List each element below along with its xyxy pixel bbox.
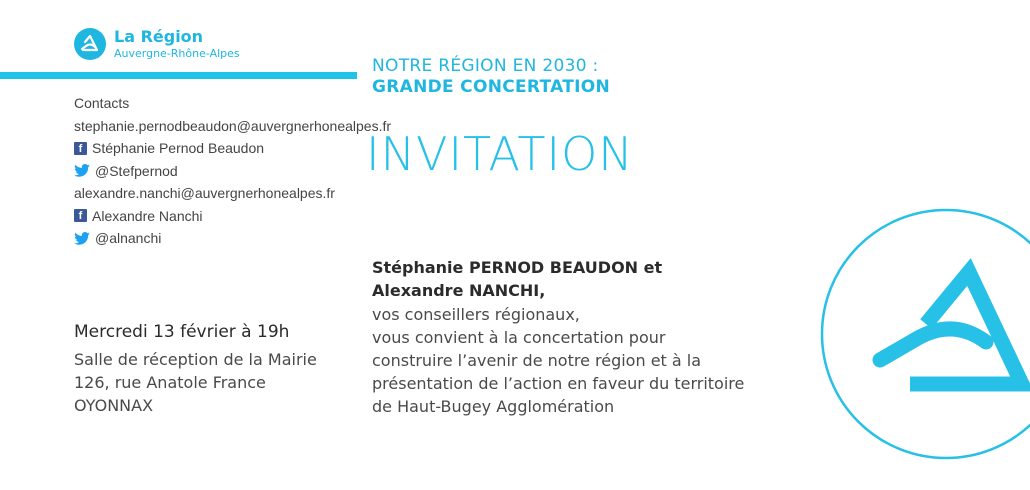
event-title-line2: GRANDE CONCERTATION — [372, 77, 611, 97]
contact-twitter[interactable] — [74, 227, 364, 250]
hosts — [372, 256, 662, 302]
invitation-heading: INVITATION — [366, 127, 634, 181]
contact-email[interactable] — [74, 182, 364, 205]
twitter-icon — [74, 232, 90, 245]
message-line2: vous convient à la concertation pour — [372, 328, 666, 347]
event-location — [74, 348, 317, 417]
contact-email-text[interactable]: alexandre.nanchi@auvergnerhonealpes.fr — [74, 185, 335, 201]
contact-twitter-text[interactable]: @alnanchi — [95, 230, 162, 246]
message-line5: de Haut-Bugey Agglomération — [372, 397, 615, 416]
contacts-block — [74, 92, 392, 250]
contacts-label: Contacts — [74, 95, 130, 111]
contact-facebook[interactable] — [74, 205, 364, 228]
contact-twitter-text[interactable]: @Stefpernod — [95, 162, 178, 179]
facebook-icon: f — [74, 142, 87, 155]
venue: Salle de réception de la Mairie — [74, 350, 317, 369]
address: 126, rue Anatole France — [74, 373, 266, 392]
accent-bar — [0, 72, 357, 79]
message-line4: présentation de l’action en faveur du territoire — [372, 374, 745, 393]
region-large-logo-icon — [818, 206, 1030, 462]
contact-twitter[interactable] — [74, 160, 364, 183]
message-line1: vos conseillers régionaux, — [372, 305, 580, 324]
event-date-time: Mercredi 13 février à 19h — [74, 322, 290, 342]
facebook-icon: f — [74, 209, 87, 222]
contact-email[interactable] — [74, 115, 392, 138]
host-line2: Alexandre NANCHI, — [372, 281, 546, 300]
message-line3: construire l’avenir de notre région et à la — [372, 351, 702, 370]
twitter-icon — [74, 164, 90, 177]
invitation-message — [372, 303, 744, 418]
contact-email-text[interactable]: stephanie.pernodbeaudon@auvergnerhonealpes.fr — [74, 117, 392, 134]
contact-facebook-text[interactable]: Alexandre Nanchi — [92, 207, 203, 224]
contact-facebook-text[interactable]: Stéphanie Pernod Beaudon — [92, 140, 265, 156]
contact-facebook[interactable] — [74, 137, 364, 160]
logo-title: La Région — [114, 27, 204, 46]
host-line1: Stéphanie PERNOD BEAUDON et — [372, 258, 663, 277]
logo-subtitle: Auvergne-Rhône-Alpes — [114, 47, 240, 60]
event-title-line1: NOTRE RÉGION EN 2030 : — [372, 56, 599, 76]
city: OYONNAX — [74, 396, 154, 415]
region-logo-icon — [74, 28, 106, 60]
